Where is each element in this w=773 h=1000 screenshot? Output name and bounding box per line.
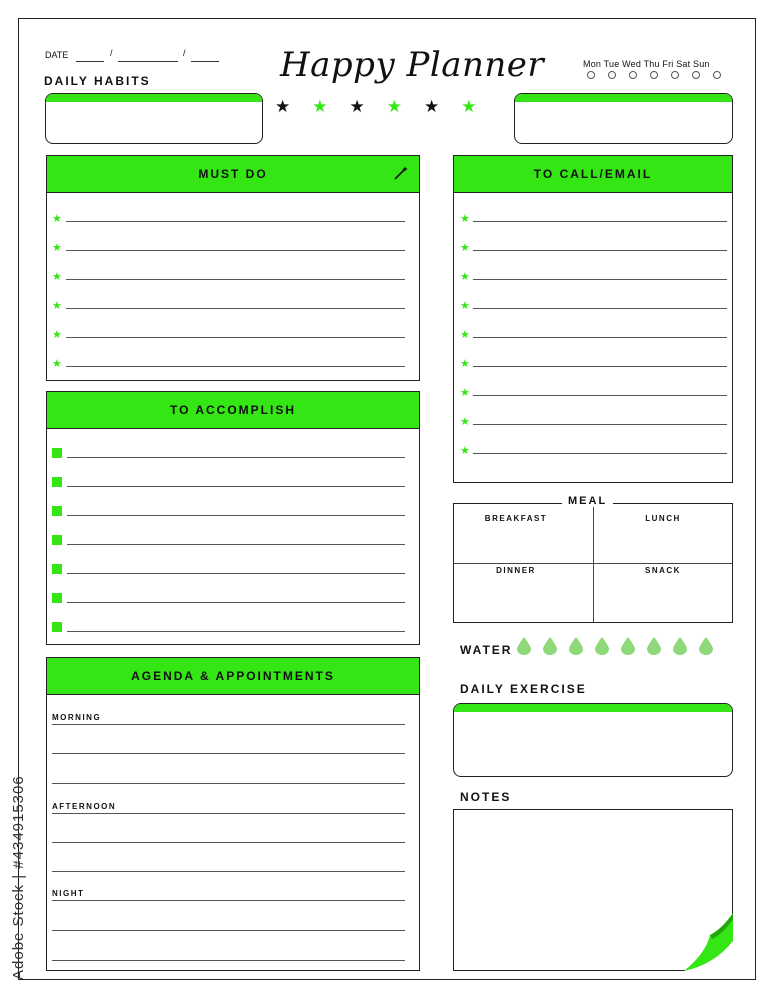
water-drops — [517, 637, 713, 655]
list-item[interactable] — [52, 242, 408, 271]
water-drop-icon[interactable] — [595, 637, 609, 655]
water-drop-icon[interactable] — [673, 637, 687, 655]
writing-line[interactable] — [52, 930, 405, 931]
page-title: Happy Planner — [280, 45, 545, 85]
must-do-title: MUST DO — [198, 167, 268, 181]
list-item[interactable] — [460, 242, 728, 271]
water-drop-icon[interactable] — [543, 637, 557, 655]
meal-snack-label: SNACK — [645, 566, 681, 575]
checkbox[interactable] — [52, 477, 62, 487]
water-drop-icon[interactable] — [621, 637, 635, 655]
writing-line — [67, 457, 405, 458]
star-bullet-icon: ★ — [460, 416, 470, 428]
writing-line — [67, 573, 405, 574]
star-bullet-icon: ★ — [52, 300, 62, 312]
writing-line — [473, 308, 727, 309]
writing-line — [67, 631, 405, 632]
writing-line — [67, 544, 405, 545]
writing-line — [67, 486, 405, 487]
date-slash-2: / — [183, 48, 186, 58]
checkbox[interactable] — [52, 448, 62, 458]
checkbox-item[interactable] — [52, 622, 408, 651]
star-bullet-icon: ★ — [460, 271, 470, 283]
star-bullet-icon: ★ — [52, 271, 62, 283]
daily-exercise-box[interactable] — [453, 703, 733, 777]
list-item[interactable] — [460, 358, 728, 387]
writing-line — [473, 453, 727, 454]
water-drop-icon[interactable] — [517, 637, 531, 655]
list-item[interactable] — [460, 213, 728, 242]
star-icon: ★ — [312, 97, 328, 116]
weekday-circle[interactable] — [587, 71, 595, 79]
list-item[interactable] — [460, 387, 728, 416]
writing-line — [66, 279, 405, 280]
to-accomplish-title: TO ACCOMPLISH — [169, 403, 296, 417]
daily-exercise-label: DAILY EXERCISE — [460, 682, 587, 696]
writing-line — [66, 366, 405, 367]
checkbox-item[interactable] — [52, 506, 408, 535]
star-bullet-icon: ★ — [460, 329, 470, 341]
habits-box-right[interactable] — [514, 93, 733, 144]
writing-line — [66, 337, 405, 338]
agenda-night-label: NIGHT — [52, 889, 85, 898]
to-call-title: TO CALL/EMAIL — [533, 167, 653, 181]
date-month-line[interactable] — [118, 61, 178, 62]
star-icon: ★ — [386, 97, 402, 116]
writing-line[interactable] — [52, 900, 405, 901]
list-item[interactable] — [460, 416, 728, 445]
star-bullet-icon: ★ — [460, 242, 470, 254]
stock-watermark: Adobe Stock | #434915306 — [10, 775, 27, 980]
daily-habits-label: DAILY HABITS — [44, 74, 151, 88]
list-item[interactable] — [52, 329, 408, 358]
star-icon: ★ — [275, 97, 291, 116]
meal-lunch-label: LUNCH — [645, 514, 681, 523]
weekday-circle[interactable] — [671, 71, 679, 79]
meal-section — [453, 503, 733, 623]
writing-line — [473, 395, 727, 396]
star-bullet-icon: ★ — [460, 300, 470, 312]
list-item[interactable] — [52, 271, 408, 300]
star-bullet-icon: ★ — [52, 358, 62, 370]
star-bullet-icon: ★ — [460, 445, 470, 457]
writing-line — [67, 515, 405, 516]
checkbox-item[interactable] — [52, 564, 408, 593]
star-icon: ★ — [424, 97, 440, 116]
star-bullet-icon: ★ — [52, 329, 62, 341]
checkbox-item[interactable] — [52, 535, 408, 564]
agenda-title: AGENDA & APPOINTMENTS — [131, 669, 335, 683]
to-accomplish-header — [47, 392, 419, 429]
weekday-circles — [587, 71, 721, 79]
writing-line — [473, 279, 727, 280]
list-item[interactable] — [460, 300, 728, 329]
to-call-header — [454, 156, 732, 193]
writing-line — [66, 250, 405, 251]
checkbox-item[interactable] — [52, 593, 408, 622]
writing-line[interactable] — [52, 842, 405, 843]
water-drop-icon[interactable] — [647, 637, 661, 655]
checkbox-item[interactable] — [52, 448, 408, 477]
writing-line — [67, 602, 405, 603]
meal-divider-horizontal — [454, 563, 732, 564]
writing-line — [473, 250, 727, 251]
magic-wand-icon — [393, 165, 409, 181]
checkbox[interactable] — [52, 564, 62, 574]
list-item[interactable] — [52, 358, 408, 387]
writing-line[interactable] — [52, 871, 405, 872]
water-label: WATER — [460, 643, 513, 657]
habits-box-left[interactable] — [45, 93, 263, 144]
writing-line[interactable] — [52, 813, 405, 814]
water-drop-icon[interactable] — [569, 637, 583, 655]
weekday-labels: Mon Tue Wed Thu Fri Sat Sun — [583, 59, 710, 69]
star-icon: ★ — [349, 97, 365, 116]
must-do-header — [47, 156, 419, 193]
writing-line[interactable] — [52, 753, 405, 754]
list-item[interactable] — [460, 271, 728, 300]
list-item[interactable] — [52, 213, 408, 242]
star-icon: ★ — [461, 97, 477, 116]
star-bullet-icon: ★ — [460, 387, 470, 399]
writing-line — [66, 221, 405, 222]
water-drop-icon[interactable] — [699, 637, 713, 655]
meal-dinner-label: DINNER — [496, 566, 536, 575]
date-day-line[interactable] — [76, 61, 104, 62]
date-year-line[interactable] — [191, 61, 219, 62]
page-curl-icon — [684, 913, 734, 973]
meal-breakfast-label: BREAKFAST — [484, 514, 548, 523]
notes-label: NOTES — [460, 790, 512, 804]
writing-line[interactable] — [52, 960, 405, 961]
writing-line — [66, 308, 405, 309]
star-bullet-icon: ★ — [460, 358, 470, 370]
checkbox[interactable] — [52, 622, 62, 632]
checkbox[interactable] — [52, 593, 62, 603]
list-item[interactable] — [460, 445, 728, 474]
writing-line[interactable] — [52, 783, 405, 784]
star-bullet-icon: ★ — [52, 242, 62, 254]
writing-line[interactable] — [52, 724, 405, 725]
checkbox[interactable] — [52, 535, 62, 545]
star-bullet-icon: ★ — [460, 213, 470, 225]
agenda-morning-label: MORNING — [52, 713, 102, 722]
date-label: DATE — [45, 50, 69, 60]
writing-line — [473, 424, 727, 425]
writing-line — [473, 337, 727, 338]
checkbox[interactable] — [52, 506, 62, 516]
weekday-circle[interactable] — [629, 71, 637, 79]
star-bullet-icon: ★ — [52, 213, 62, 225]
weekday-circle[interactable] — [713, 71, 721, 79]
agenda-section — [46, 657, 420, 971]
weekday-circle[interactable] — [608, 71, 616, 79]
weekday-circle[interactable] — [692, 71, 700, 79]
agenda-header — [47, 658, 419, 695]
list-item[interactable] — [460, 329, 728, 358]
star-row — [275, 97, 477, 117]
meal-title: MEAL — [562, 495, 613, 507]
checkbox-item[interactable] — [52, 477, 408, 506]
date-slash-1: / — [110, 48, 113, 58]
agenda-afternoon-label: AFTERNOON — [52, 802, 117, 811]
weekday-circle[interactable] — [650, 71, 658, 79]
writing-line — [473, 366, 727, 367]
writing-line — [473, 221, 727, 222]
list-item[interactable] — [52, 300, 408, 329]
